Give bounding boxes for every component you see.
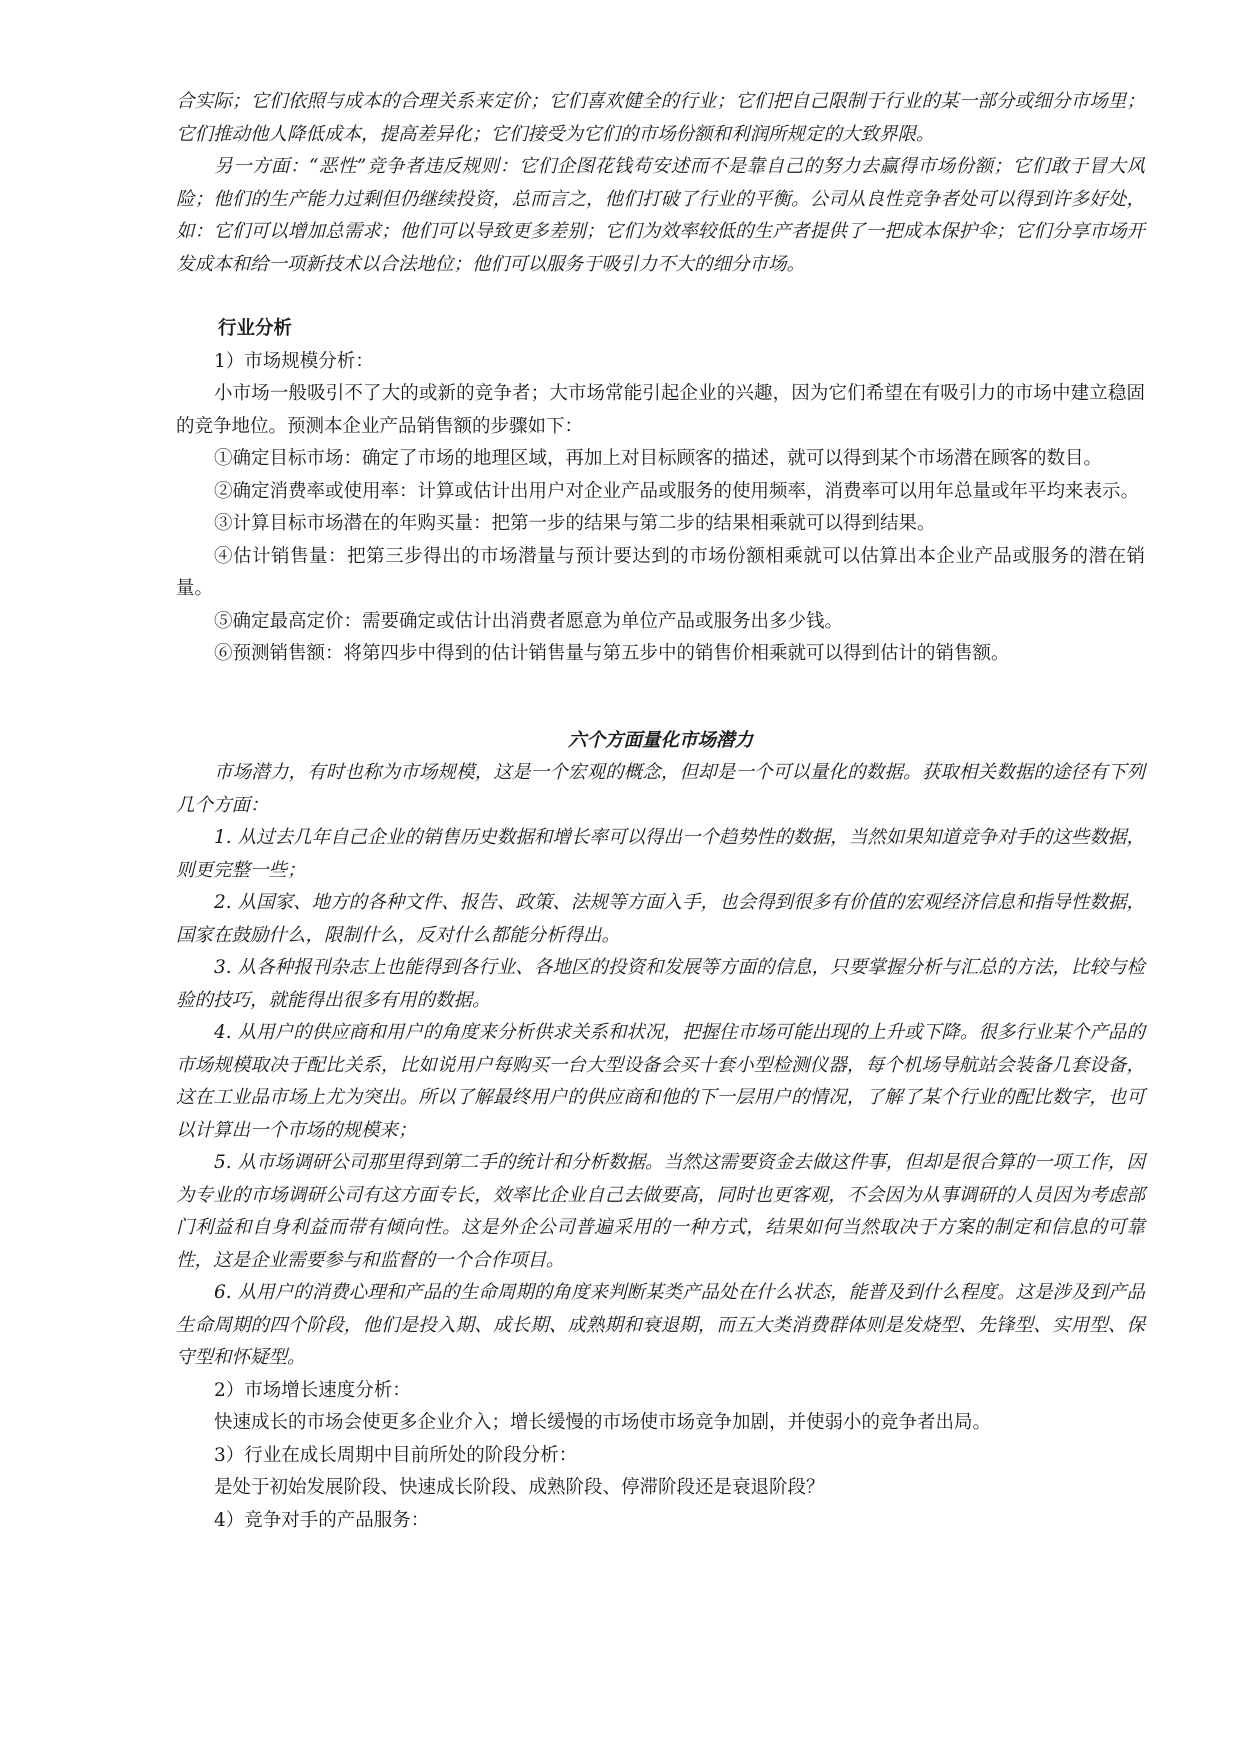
potential-item: 6. 从用户的消费心理和产品的生命周期的角度来判断某类产品处在什么状态，能普及到什么程度。这是涉及到产品生命周期的四个阶段，他们是投入期、成长期、成熟期和衰退期，而五大类消费群体则是发烧型、先锋型、实用型、保守型和怀疑型。	[176, 1282, 1145, 1368]
market-size-paragraph: 小市场一般吸引不了大的或新的竞争者；大市场常能引起企业的兴趣，因为它们希望在有吸引力的市场中建立稳固的竞争地位。预测本企业产品销售额的步骤如下：	[176, 383, 1145, 437]
step-item: ①确定目标市场：确定了市场的地理区域，再加上对目标顾客的描述，就可以得到某个市场潜在顾客的数目。	[214, 448, 1103, 469]
potential-item: 2. 从国家、地方的各种文件、报告、政策、法规等方面入手，也会得到很多有价值的宏观经济信息和指导性数据，国家在鼓励什么，限制什么，反对什么都能分析得出。	[176, 892, 1145, 946]
intro-paragraph-1: 合实际；它们依照与成本的合理关系来定价；它们喜欢健全的行业；它们把自己限制于行业的某一部分或细分市场里；它们推动他人降低成本，提高差异化；它们接受为它们的市场份额和利润所规定的大致界限。	[176, 91, 1145, 145]
subheading-lifecycle: 3）行业在成长周期中目前所处的阶段分析：	[214, 1444, 578, 1466]
subheading-market-size: 1）市场规模分析：	[214, 350, 374, 372]
step-item: ③计算目标市场潜在的年购买量：把第一步的结果与第二步的结果相乘就可以得到结果。	[214, 513, 936, 534]
step-item: ⑤确定最高定价：需要确定或估计出消费者愿意为单位产品或服务出多少钱。	[214, 610, 844, 632]
step-item: ④估计销售量：把第三步得出的市场潜量与预计要达到的市场份额相乘就可以估算出本企业产品或服务的潜在销量。	[176, 545, 1145, 599]
step-item: ②确定消费率或使用率：计算或估计出用户对企业产品或服务的使用频率，消费率可以用年总量或年平均来表示。	[214, 480, 1140, 502]
potential-item: 4. 从用户的供应商和用户的角度来分析供求关系和状况，把握住市场可能出现的上升或下降。很多行业某个产品的市场规模取决于配比关系，比如说用户每购买一台大型设备会买十套小型检测仪器，每个机场导航站会装备几套设备，这在工业品市场上尤为突出。所以了解最终用户的供应商和他的下一层用户的情况，了解了某个行业的配比数字，也可以计算出一个市场的规模来；	[176, 1022, 1145, 1141]
potential-item: 3. 从各种报刊杂志上也能得到各行业、各地区的投资和发展等方面的信息，只要掌握分析与汇总的方法，比较与检验的技巧，就能得出很多有用的数据。	[176, 957, 1145, 1011]
section-heading-industry: 行业分析	[218, 318, 293, 339]
intro-paragraph-2: 另一方面：“恶性”竞争者违反规则：它们企图花钱苟安述而不是靠自己的努力去赢得市场份额；它们敢于冒大风险；他们的生产能力过剩但仍继续投资，总而言之，他们打破了行业的平衡。公司从良性竞争者处可以得到许多好处，如：它们可以增加总需求；他们可以导致更多差别；它们为效率较低的生产者提供了一把成本保护伞；它们分享市场开发成本和给一项新技术以合法地位；他们可以服务于吸引力不大的细分市场。	[176, 156, 1145, 275]
section-title-market-potential: 六个方面量化市场潜力	[567, 729, 753, 751]
step-item: ⑥预测销售额：将第四步中得到的估计销售量与第五步中的销售价相乘就可以得到估计的销售额。	[214, 643, 1010, 664]
subheading-growth: 2）市场增长速度分析：	[214, 1379, 411, 1401]
lifecycle-paragraph: 是处于初始发展阶段、快速成长阶段、成熟阶段、停滞阶段还是衰退阶段？	[214, 1477, 825, 1498]
potential-intro: 市场潜力，有时也称为市场规模，这是一个宏观的概念，但却是一个可以量化的数据。获取相关数据的途径有下列几个方面：	[176, 762, 1145, 816]
growth-paragraph: 快速成长的市场会使更多企业介入；增长缓慢的市场使市场竞争加剧，并使弱小的竞争者出局。	[214, 1412, 992, 1433]
subheading-competitor: 4）竞争对手的产品服务：	[214, 1509, 430, 1531]
potential-item: 1. 从过去几年自己企业的销售历史数据和增长率可以得出一个趋势性的数据，当然如果知道竞争对手的这些数据，则更完整一些；	[176, 827, 1145, 881]
potential-item: 5. 从市场调研公司那里得到第二手的统计和分析数据。当然这需要资金去做这件事，但却是很合算的一项工作，因为专业的市场调研公司有这方面专长，效率比企业自己去做要高，同时也更客观，不会因为从事调研的人员因为考虑部门利益和自身利益而带有倾向性。这是外企公司普遍采用的一种方式，结果如何当然取决于方案的制定和信息的可靠性，这是企业需要参与和监督的一个合作项目。	[176, 1152, 1145, 1271]
